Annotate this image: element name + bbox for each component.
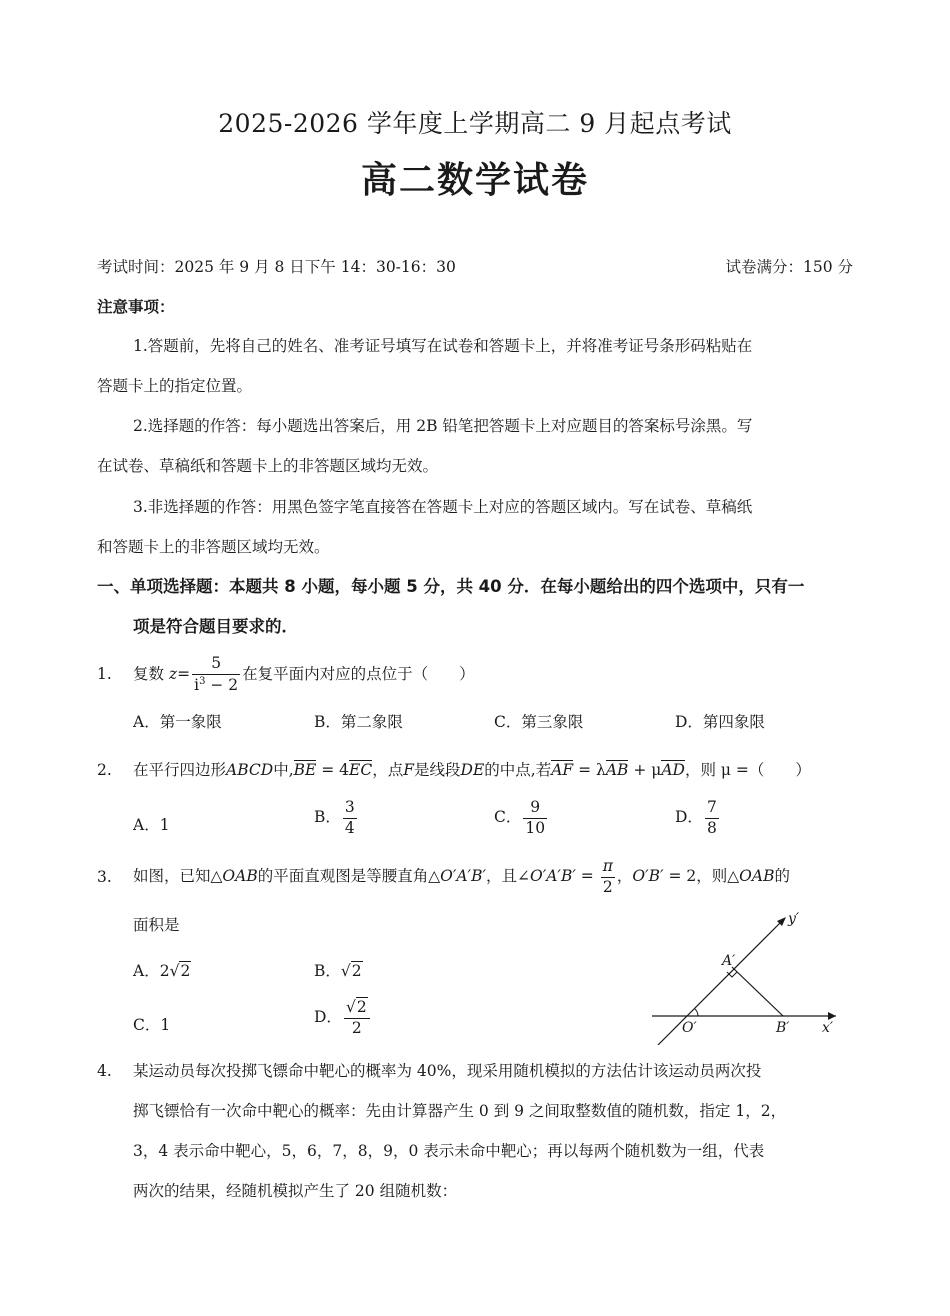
q1-option-d: D．第四象限 <box>675 713 765 731</box>
q2-mid4: 的中点,若 <box>484 761 552 779</box>
label-a-prime: A′ <box>722 953 736 969</box>
q3-pre: 如图，已知△ <box>133 867 223 885</box>
q1-post: 在复平面内对应的点位于（ ） <box>242 665 475 683</box>
q2-post: ，则 μ =（ ） <box>684 761 811 779</box>
q2-b-bot: 4 <box>344 818 355 837</box>
q2-option-d-label: D． <box>675 808 703 826</box>
q3-d-sqrt: √2 <box>345 998 367 1016</box>
q3-d-bot: 2 <box>351 1018 362 1037</box>
label-y-prime: y′ <box>788 911 800 927</box>
q1-frac-exp: 3 <box>199 675 206 687</box>
q1-option-c: C．第三象限 <box>494 713 584 731</box>
q3-pi: π <box>601 859 615 878</box>
q3-oab-final: OAB <box>739 867 775 885</box>
label-x-prime: x′ <box>822 1020 834 1036</box>
q2-pre: 在平行四边形 <box>133 761 227 779</box>
q2-c-top: 9 <box>523 800 547 819</box>
q3-d-top <box>344 1000 370 1019</box>
q3-a-rad: 2 <box>180 962 191 980</box>
q3-option-d <box>314 1000 372 1036</box>
q4-line-1: 某运动员每次投掷飞镖命中靶心的概率为 40%，现采用随机模拟的方法估计该运动员两次投 <box>133 1062 762 1080</box>
note-3-line-1: 3.非选择题的作答：用黑色签字笔直接答在答题卡上对应的答题区域内。写在试卷、草稿纸 <box>133 498 753 516</box>
exam-subtitle: 高二数学试卷 <box>360 160 589 201</box>
q2-vec-be: BE <box>293 761 317 779</box>
exam-time: 考试时间：2025 年 9 月 8 日下午 14：30-16：30 <box>97 258 456 276</box>
q3-oab-prime: O′A′B′ <box>440 867 486 885</box>
exam-title: 2025-2026 学年度上学期高二 9 月起点考试 <box>218 109 732 138</box>
q2-option-b-frac <box>343 800 357 836</box>
q2-d-bot: 8 <box>706 818 717 837</box>
label-b-prime: B′ <box>776 1020 790 1036</box>
q3-oab: OAB <box>222 867 258 885</box>
q3-angle: O′A′B′ <box>530 867 576 885</box>
q3-stem <box>133 854 790 898</box>
q2-mid1: 中, <box>273 761 294 779</box>
q3-stem-line-2: 面积是 <box>133 916 180 934</box>
q2-option-d-frac <box>705 800 719 836</box>
q2-plus: + μ <box>628 761 662 779</box>
q3-option-d-label: D． <box>314 1008 342 1026</box>
q3-mid1: 的平面直观图是等腰直角△ <box>257 867 441 885</box>
q2-option-d <box>675 800 721 836</box>
q4-number: 4. <box>97 1062 112 1080</box>
q2-number: 2. <box>97 761 112 779</box>
q2-b-top: 3 <box>343 800 357 819</box>
label-o-prime: O′ <box>682 1020 697 1036</box>
q3-figure <box>640 905 850 1045</box>
q3-b-rad: 2 <box>351 962 362 980</box>
q2-stem <box>133 759 811 781</box>
section-1-heading-cont: 项是符合题目要求的． <box>133 617 298 636</box>
q2-vec-af: AF <box>551 761 574 779</box>
q2-option-c-frac <box>523 800 547 836</box>
q2-vec-ec: EC <box>349 761 373 779</box>
q2-f: F <box>403 761 415 779</box>
q2-option-b <box>314 800 359 836</box>
q1-number: 1. <box>97 665 112 683</box>
q1-frac-i: i <box>194 676 200 695</box>
q3-two: 2 <box>602 877 613 896</box>
q2-option-b-label: B． <box>314 808 341 826</box>
q1-pre: 复数 <box>133 665 165 683</box>
q1-stem <box>133 652 475 696</box>
q2-mid3: 是线段 <box>414 761 461 779</box>
note-2-line-2: 在试卷、草稿纸和答题卡上的非答题区域均无效。 <box>97 457 439 475</box>
y-axis <box>658 919 784 1045</box>
q1-frac-bot <box>192 675 240 694</box>
q2-option-c-label: C． <box>494 808 522 826</box>
x-axis-arrow <box>828 1012 836 1020</box>
q1-option-b: B．第二象限 <box>314 713 403 731</box>
q2-c-bot: 10 <box>525 818 546 837</box>
q3-ob: O′B′ <box>632 867 664 885</box>
angle-arc <box>695 1009 698 1016</box>
q2-vec-ab: AB <box>605 761 629 779</box>
q3-mid2: ，且∠ <box>486 867 530 885</box>
q2-mid2: ，点 <box>372 761 404 779</box>
q1-var: z <box>168 665 178 683</box>
note-3-line-2: 和答题卡上的非答题区域均无效。 <box>97 538 330 556</box>
q2-de: DE <box>460 761 485 779</box>
q2-eq2: = λ <box>573 761 606 779</box>
q3-option-c: C．1 <box>133 1016 171 1034</box>
q3-option-b-label: B． <box>314 962 341 980</box>
q1-option-a: A．第一象限 <box>133 713 222 731</box>
q3-pi-frac <box>601 859 615 895</box>
note-1-line-1: 1.答题前，先将自己的姓名、准考证号填写在试卷和答题卡上，并将准考证号条形码粘贴在 <box>133 337 753 355</box>
q3-a-sqrt: √2 <box>169 962 191 980</box>
q3-eq: = <box>575 867 599 885</box>
section-1-heading: 一、单项选择题：本题共 8 小题，每小题 5 分，共 40 分．在每小题给出的四个选项中，只有一 <box>97 577 805 596</box>
q3-a-coef: 2 <box>159 962 170 980</box>
q3-option-a-label: A． <box>133 962 160 980</box>
q2-abcd: ABCD <box>226 761 274 779</box>
exam-score: 试卷满分：150 分 <box>725 258 853 276</box>
q4-line-4: 两次的结果，经随机模拟产生了 20 组随机数： <box>133 1182 458 1200</box>
q2-vec-ad: AD <box>661 761 685 779</box>
q3-mid4: = 2，则△ <box>663 867 740 885</box>
q2-eq1: = 4 <box>316 761 350 779</box>
q3-d-rad: 2 <box>356 998 367 1016</box>
q3-option-d-frac <box>344 1000 370 1036</box>
q2-option-c <box>494 800 549 836</box>
q3-option-b <box>314 960 363 982</box>
q1-fraction <box>192 656 240 693</box>
q3-mid3: ， <box>616 867 633 885</box>
q2-option-a: A．1 <box>133 816 170 834</box>
q3-option-a <box>133 960 191 982</box>
notes-heading: 注意事项： <box>97 298 175 316</box>
q3-b-sqrt: √2 <box>340 962 362 980</box>
q3-post: 的 <box>774 867 790 885</box>
q1-eq: = <box>177 665 191 683</box>
q4-line-3: 3，4 表示命中靶心，5，6，7，8，9，0 表示未命中靶心；再以每两个随机数为一组，代表 <box>133 1142 765 1160</box>
note-1-line-2: 答题卡上的指定位置。 <box>97 377 253 395</box>
q4-line-2: 掷飞镖恰有一次命中靶心的概率：先由计算器产生 0 到 9 之间取整数值的随机数，指定 1，2， <box>133 1102 787 1120</box>
q3-number: 3. <box>97 868 112 886</box>
segment-a-b <box>732 967 783 1016</box>
q1-frac-top: 5 <box>192 656 240 675</box>
q2-d-top: 7 <box>705 800 719 819</box>
note-2-line-1: 2.选择题的作答：每小题选出答案后，用 2B 铅笔把答题卡上对应题目的答案标号涂黑。写 <box>133 417 753 435</box>
q1-frac-rest: − 2 <box>205 676 239 695</box>
